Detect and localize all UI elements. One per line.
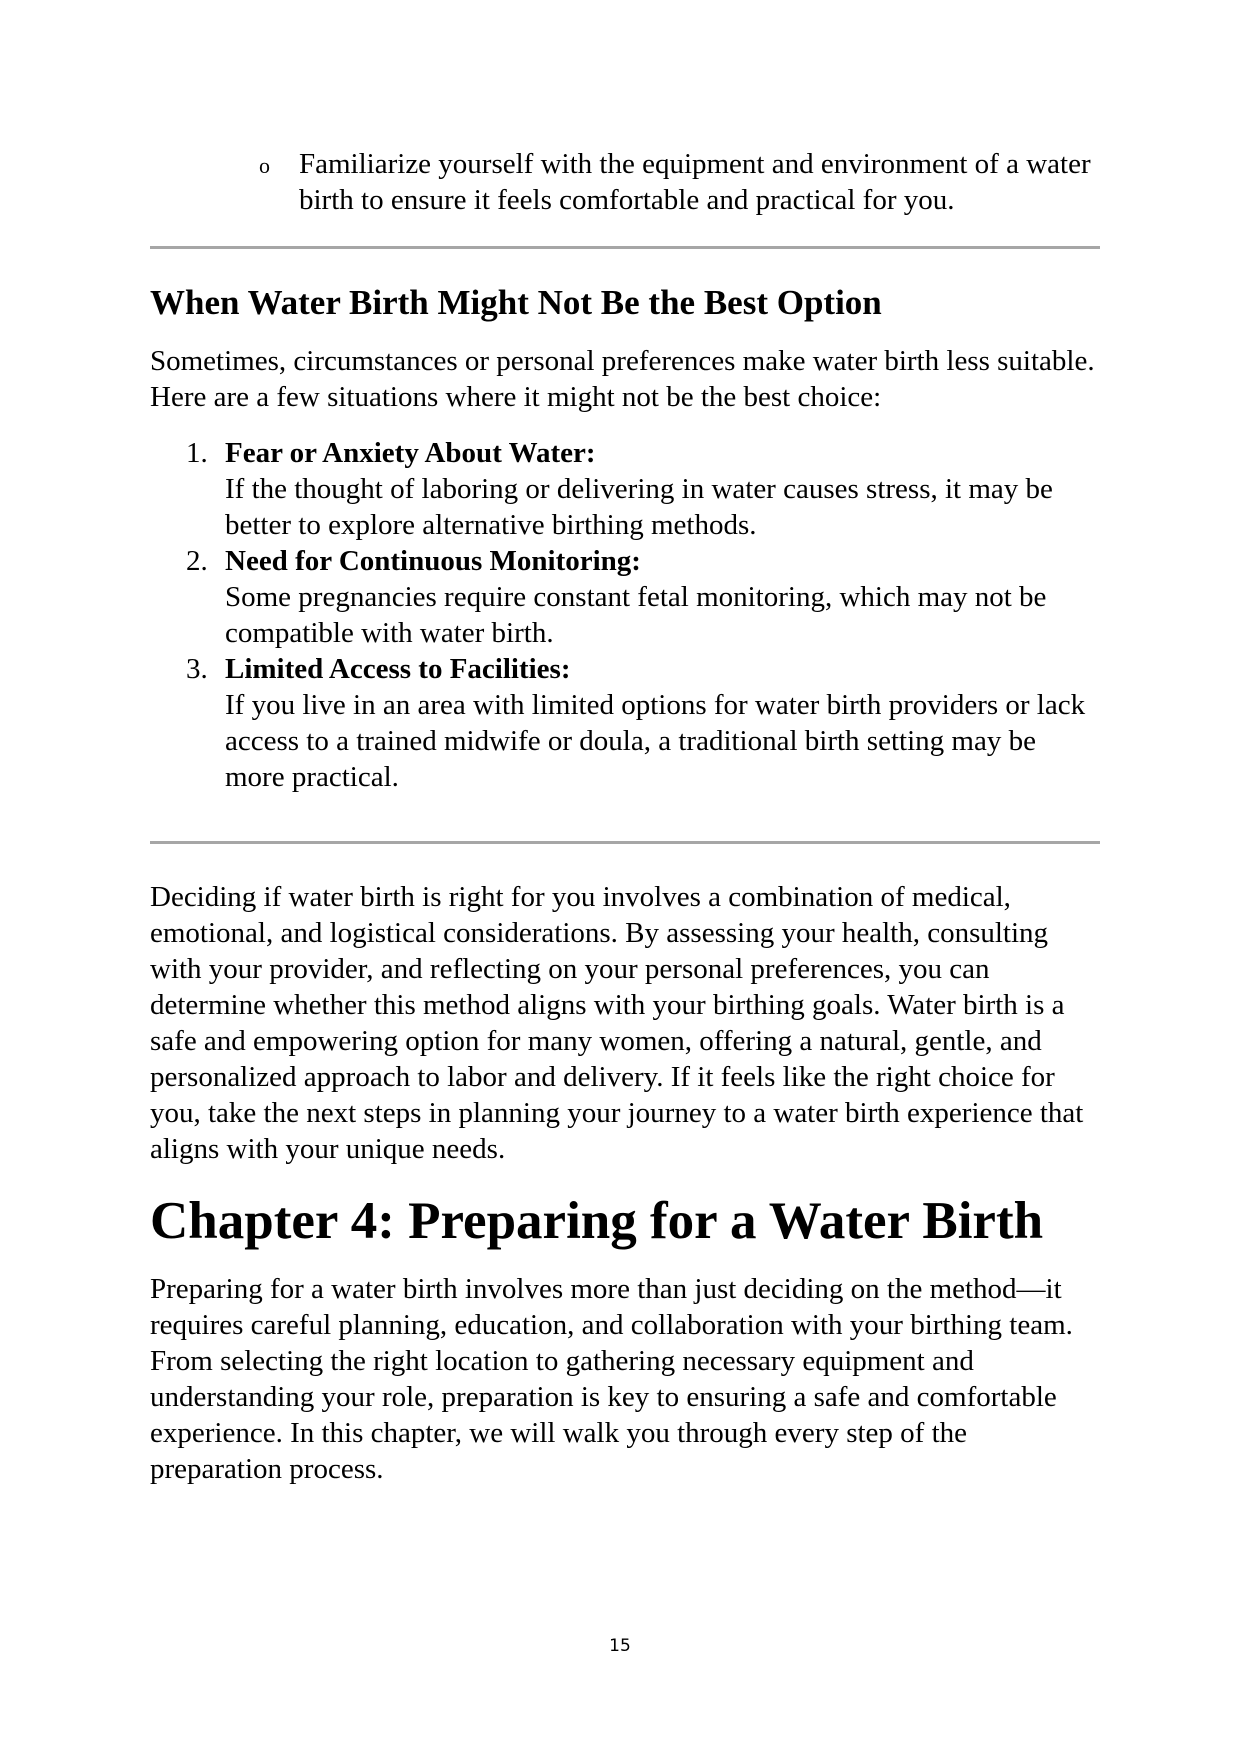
list-item-title: Fear or Anxiety About Water: — [225, 437, 596, 469]
section-intro: Sometimes, circumstances or personal preferences make water birth less suitable. Here are a few situations where it might not be the best choice: — [150, 345, 1095, 413]
intro-bullet-text: Familiarize yourself with the equipment and environment of a water birth to ensure it feels comfortable and practical for you. — [299, 148, 1091, 216]
list-item-number: 3. — [186, 653, 208, 685]
list-item-title: Need for Continuous Monitoring: — [225, 545, 641, 577]
section-heading: When Water Birth Might Not Be the Best Option — [150, 283, 882, 322]
page-content — [150, 146, 1100, 1487]
list-item — [150, 543, 1100, 651]
list-item-text: If you live in an area with limited options for water birth providers or lack access to a trained midwife or doula, a traditional birth setting may be more practical. — [225, 689, 1086, 793]
list-item-number: 1. — [186, 437, 208, 469]
chapter-intro: Preparing for a water birth involves more than just deciding on the method—it requires careful planning, education, and collaboration with your birthing team. From selecting the right location to gathering necessary equipment and understanding your role, preparation is key to ensuring a safe and comfortable experience. In this chapter, we will walk you through every step of the preparation process. — [150, 1273, 1073, 1485]
list-item-text: If the thought of laboring or delivering in water causes stress, it may be better to explore alternative birthing methods. — [225, 473, 1053, 541]
conclusion-paragraph: Deciding if water birth is right for you involves a combination of medical, emotional, and logistical considerations. By assessing your health, consulting with your provider, and reflecting on your personal preferences, you can determine whether this method aligns with your birthing goals. Water birth is a safe and empowering option for many women, offering a natural, gentle, and personalized approach to labor and delivery. If it feels like the right choice for you, take the next steps in planning your journey to a water birth experience that aligns with your unique needs. — [150, 881, 1084, 1165]
divider-top — [150, 246, 1100, 249]
divider-bottom — [150, 841, 1100, 844]
list-item — [150, 651, 1100, 795]
chapter-title: Chapter 4: Preparing for a Water Birth — [150, 1192, 1044, 1250]
list-item-text: Some pregnancies require constant fetal monitoring, which may not be compatible with water birth. — [225, 581, 1047, 649]
list-item-title: Limited Access to Facilities: — [225, 653, 571, 685]
list-item-number: 2. — [186, 545, 208, 577]
reasons-list — [150, 435, 1100, 795]
page-number: 15 — [609, 1636, 631, 1656]
intro-bullet — [150, 146, 1100, 218]
bullet-marker: o — [259, 153, 270, 178]
list-item — [150, 435, 1100, 543]
